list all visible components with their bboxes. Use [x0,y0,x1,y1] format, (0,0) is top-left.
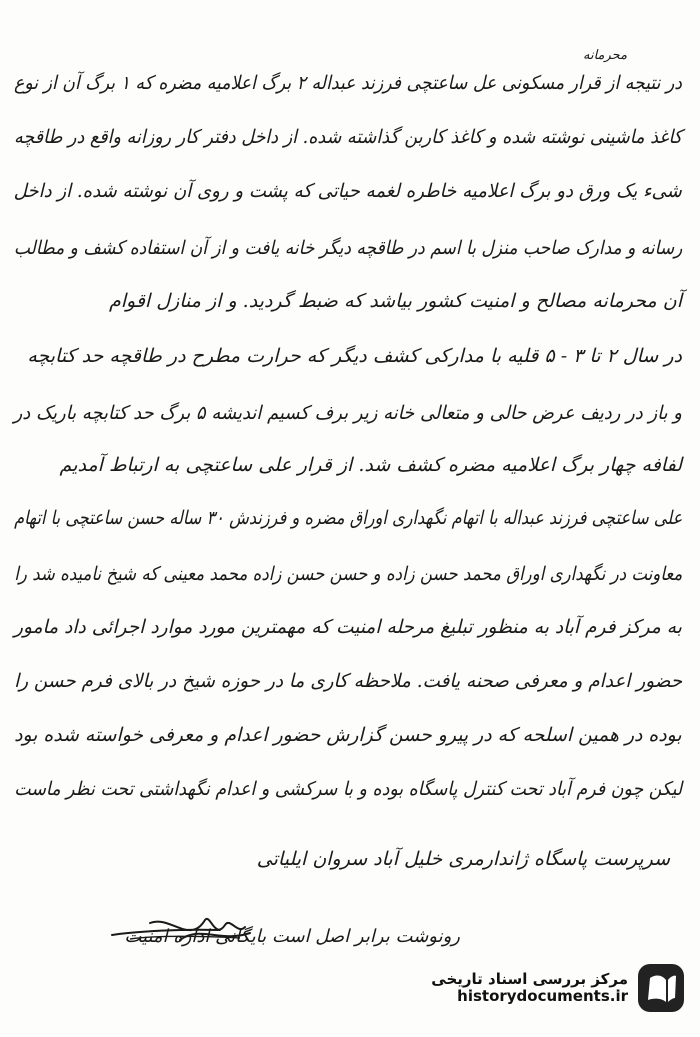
heading-note: محرمانه [583,48,628,63]
body-line: معاونت در نگهداری اوراق محمد حسن زاده و حسن حسن زاده محمد معینی که شیخ نامیده شد را [14,563,682,585]
archive-logo-icon [636,962,686,1014]
body-line: لیکن چون فرم آباد تحت کنترل پاسگاه بوده و با سرکشی و اعدام نگهداشتی تحت نظر ماست [14,778,682,800]
body-line: علی ساعتچی فرزند عبداله با اتهام نگهداری اوراق مضره و فرزندش ۳۰ ساله حسن ساعتچی با اتهام [13,507,682,529]
copy-certification-line: رونوشت برابر اصل است بایگانی اداره امنیت [124,926,460,947]
body-line: رسانه و مدارک صاحب منزل با اسم در طاقچه دیگر خانه یافت و از آن استفاده کشف و مطالب [13,237,682,259]
body-line: آن محرمانه مصالح و امنیت کشور بیاشد که ضبط گردید. و از منازل اقوام [108,290,682,312]
archive-watermark [431,962,686,1014]
watermark-text [431,971,628,1006]
body-line: بوده در همین اسلحه که در پیرو حسن گزارش حضور اعدام و معرفی خواسته شده بود [14,724,682,746]
body-line: در سال ۲ تا ۳ - ۵ قلیه با مدارکی کشف دیگر که حرارت مطرح در طاقچه حد کتابچه [27,345,682,367]
body-line: شیء یک ورق دو برگ اعلامیه خاطره لغمه حیاتی که پشت و روی آن نوشته شده. از داخل [13,180,682,202]
body-line: حضور اعدام و معرفی صحنه یافت. ملاحظه کاری ما در حوزه شیخ در بالای فرم حسن را [14,670,682,692]
signoff-line: سرپرست پاسگاه ژاندارمری خلیل آباد سروان ایلیاتی [256,848,670,870]
body-line: کاغذ ماشینی نوشته شده و کاغذ کاربن گذاشته شده. از داخل دفتر کار روزانه واقع در طاقچه [13,126,682,148]
watermark-title: مرکز بررسی اسناد تاریخی [431,969,628,988]
body-line: و باز در ردیف عرض حالی و متعالی خانه زیر برف کسیم اندیشه ۵ برگ حد کتابچه باریک در [13,402,682,424]
watermark-url: historydocuments.ir [457,987,628,1005]
body-line: لفافه چهار برگ اعلامیه مضره کشف شد. از قرار علی ساعتچی به ارتباط آمدیم [59,454,682,476]
body-line: در نتیجه از قرار مسکونی عل ساعتچی فرزند عبداله ۲ برگ اعلامیه مضره که ۱ برگ آن از نوع [14,72,682,94]
body-line: به مرکز فرم آباد به منظور تبلیغ مرحله امنیت که مهمترین مورد موارد اجرائی داد مامور [14,616,682,638]
